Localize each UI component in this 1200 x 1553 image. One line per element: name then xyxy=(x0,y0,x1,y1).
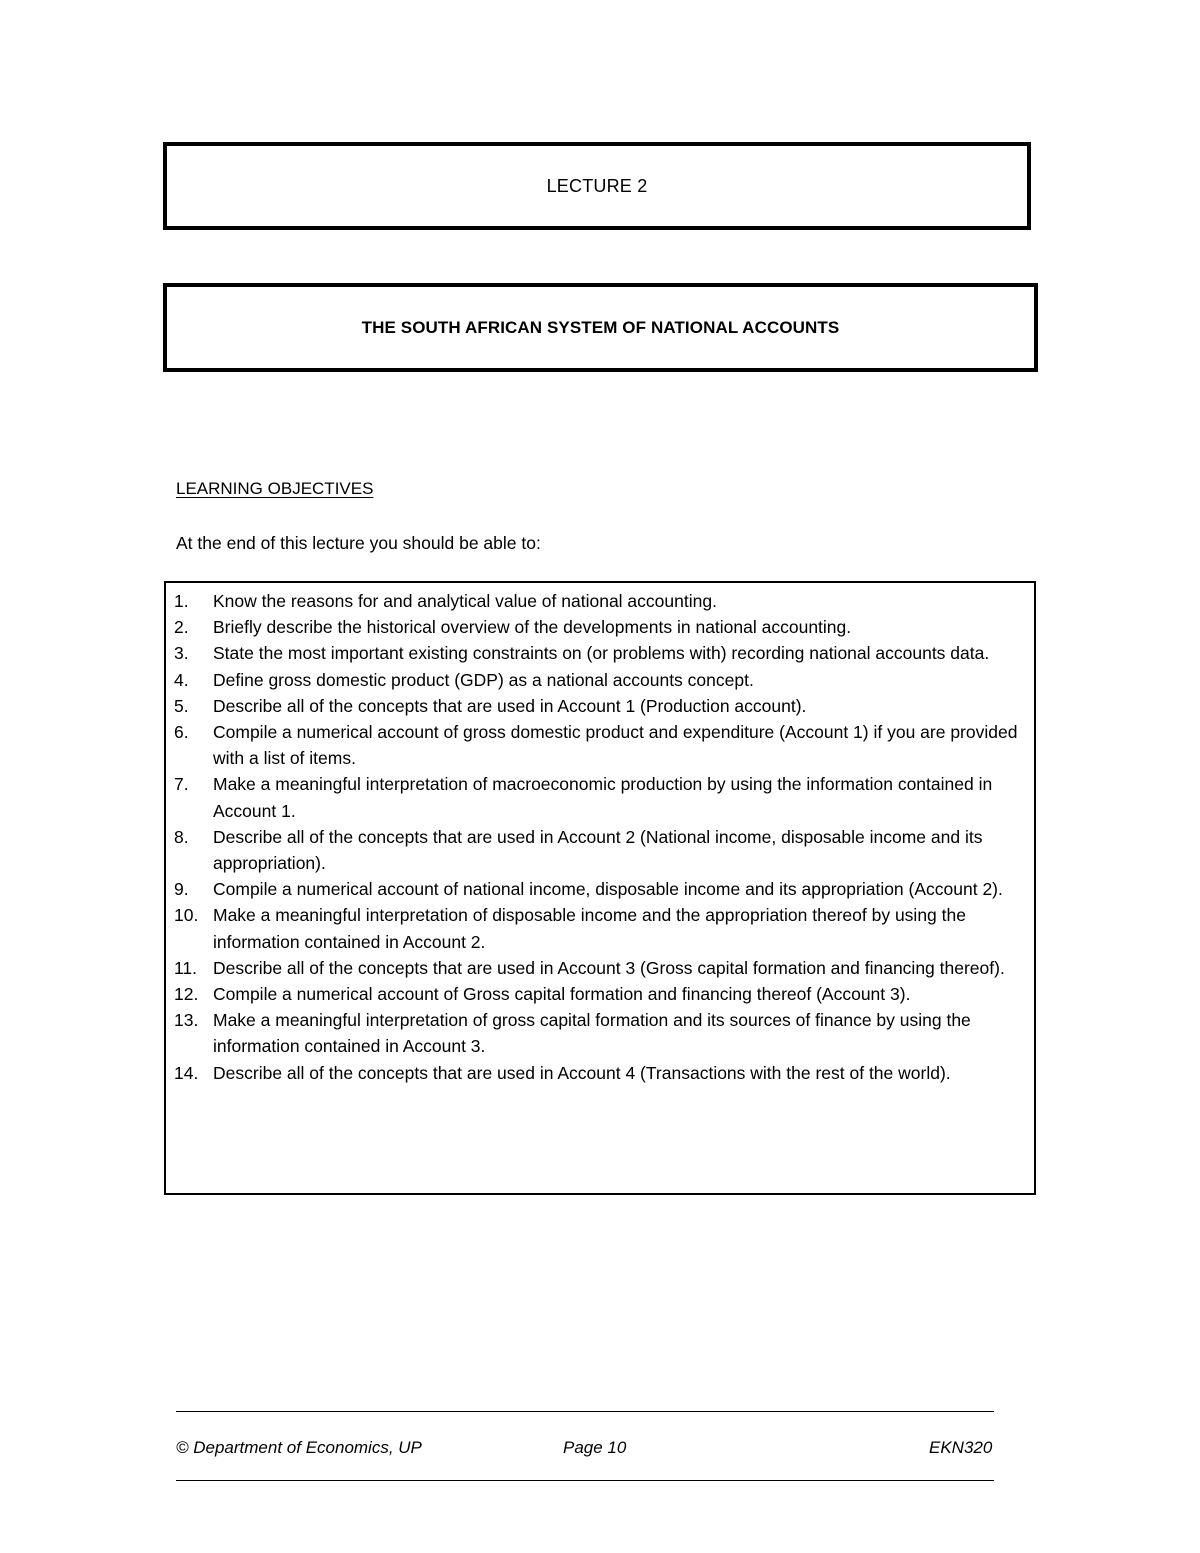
objective-item xyxy=(174,824,1022,876)
objective-item xyxy=(174,693,1022,719)
objective-item xyxy=(174,614,1022,640)
lecture-label-box xyxy=(163,142,1031,230)
footer-bottom-rule xyxy=(176,1480,994,1481)
objective-text: Know the reasons for and analytical value of national accounting. xyxy=(213,591,717,611)
objective-number: 2. xyxy=(174,617,189,638)
objectives-list xyxy=(174,588,1022,1086)
objective-number: 8. xyxy=(174,826,189,847)
objective-text: Describe all of the concepts that are used in Account 4 (Transactions with the rest of the world). xyxy=(213,1062,951,1083)
objective-item xyxy=(174,771,1022,823)
objective-number: 7. xyxy=(174,774,189,795)
objective-text: State the most important existing constraints on (or problems with) recording national accounts data. xyxy=(213,643,990,664)
objective-text: Compile a numerical account of national income, disposable income and its appropriation (Account 2). xyxy=(213,879,1003,900)
objective-text: Make a meaningful interpretation of gross capital formation and its sources of finance by using the information contained in Account 3. xyxy=(213,1010,971,1057)
footer-copyright: © Department of Economics, UP xyxy=(176,1438,422,1457)
objectives-box xyxy=(164,581,1036,1195)
objective-text: Describe all of the concepts that are used in Account 1 (Production account). xyxy=(213,695,807,716)
objective-text: Make a meaningful interpretation of disposable income and the appropriation thereof by using the information contained in Account 2. xyxy=(213,905,966,952)
objective-text: Describe all of the concepts that are used in Account 3 (Gross capital formation and financing thereof). xyxy=(213,957,1005,978)
objective-text: Compile a numerical account of Gross capital formation and financing thereof (Account 3). xyxy=(213,984,911,1005)
objective-item xyxy=(174,719,1022,771)
footer-page-number: Page 10 xyxy=(563,1438,627,1457)
objective-number: 10. xyxy=(174,905,199,926)
objective-item xyxy=(174,876,1022,902)
objective-number: 1. xyxy=(174,591,189,611)
title-box xyxy=(163,283,1038,372)
objective-number: 9. xyxy=(174,879,189,900)
objective-number: 13. xyxy=(174,1010,199,1031)
objective-item xyxy=(174,1060,1022,1086)
lecture-label: LECTURE 2 xyxy=(546,175,648,196)
objective-text: Define gross domestic product (GDP) as a national accounts concept. xyxy=(213,669,754,690)
objective-item xyxy=(174,1007,1022,1059)
objective-number: 11. xyxy=(174,957,198,978)
objective-text: Describe all of the concepts that are used in Account 2 (National income, disposable income and its appropriation). xyxy=(213,826,983,874)
objective-number: 14. xyxy=(174,1062,199,1083)
objective-item xyxy=(174,902,1022,954)
objective-number: 6. xyxy=(174,722,189,743)
objective-item xyxy=(174,667,1022,693)
objective-item xyxy=(174,640,1022,666)
section-heading: LEARNING OBJECTIVES xyxy=(176,479,374,498)
objective-item xyxy=(174,981,1022,1007)
objective-number: 5. xyxy=(174,695,189,716)
footer-top-rule xyxy=(176,1411,994,1412)
intro-text: At the end of this lecture you should be able to: xyxy=(176,533,541,553)
objective-number: 4. xyxy=(174,669,189,690)
objective-text: Briefly describe the historical overview of the developments in national accounting. xyxy=(213,617,852,638)
objective-text: Compile a numerical account of gross domestic product and expenditure (Account 1) if you are provided with a list of items. xyxy=(213,722,1018,769)
objective-item xyxy=(174,588,1022,614)
footer-course-code: EKN320 xyxy=(929,1438,993,1457)
document-title: THE SOUTH AFRICAN SYSTEM OF NATIONAL ACCOUNTS xyxy=(361,317,840,337)
objective-number: 12. xyxy=(174,984,199,1005)
objective-item xyxy=(174,955,1022,981)
objective-text: Make a meaningful interpretation of macroeconomic production by using the information contained in Account 1. xyxy=(213,774,993,821)
objective-number: 3. xyxy=(174,643,189,664)
